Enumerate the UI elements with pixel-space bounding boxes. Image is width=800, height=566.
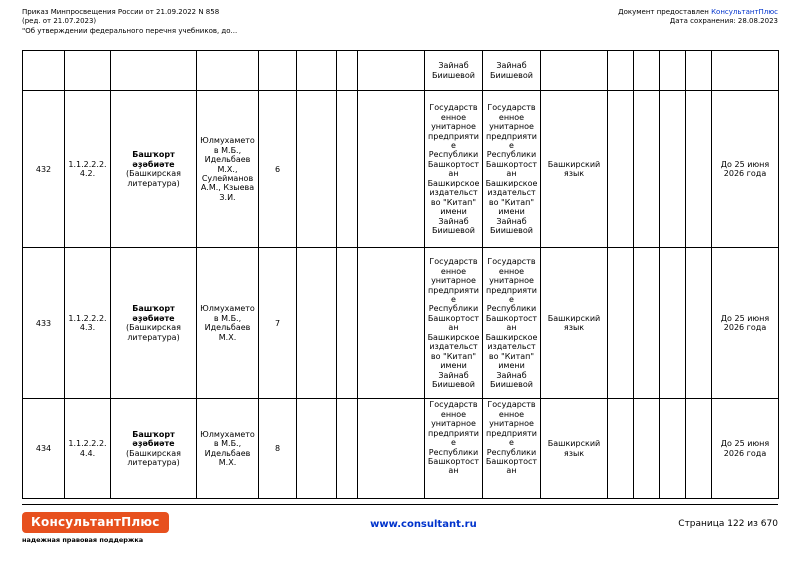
cell-empty: [634, 91, 660, 248]
cell-empty: [358, 399, 425, 499]
provided-by-label: Документ предоставлен: [618, 8, 712, 16]
cell-empty: [337, 248, 358, 399]
cell-empty: [197, 51, 259, 91]
cell-publisher-tail: Зайнаб Биишевой: [483, 51, 541, 91]
page-footer: [0, 505, 800, 544]
cell-empty: [608, 51, 634, 91]
cell-publisher: Государственное унитарное предприятие Республики Башкортостан Башкирское издательство "Китап" имени Зайнаб Биишевой: [425, 248, 483, 399]
cell-language: Башкирский язык: [541, 399, 608, 499]
cell-empty: [660, 51, 686, 91]
cell-empty: [686, 51, 712, 91]
cell-empty: [634, 399, 660, 499]
table-row: [23, 399, 779, 499]
cell-number: 433: [23, 248, 65, 399]
cell-authors: Юлмухаметов М.Б., Идельбаев М.Х.: [197, 248, 259, 399]
carryover-row: [23, 51, 779, 91]
cell-empty: [686, 91, 712, 248]
cell-empty: [358, 248, 425, 399]
cell-empty: [660, 91, 686, 248]
cell-grade: 7: [259, 248, 297, 399]
cell-publisher: Государственное унитарное предприятие Республики Башкортостан Башкирское издательство "Китап" имени Зайнаб Биишевой: [483, 248, 541, 399]
cell-empty: [65, 51, 111, 91]
cell-publisher: Государственное унитарное предприятие Республики Башкортостан Башкирское издательство "Китап" имени Зайнаб Биишевой: [425, 91, 483, 248]
table-row: [23, 91, 779, 248]
page-header: [0, 0, 800, 36]
cell-title: [111, 248, 197, 399]
cell-authors: Юлмухаметов М.Б., Идельбаев М.Х.: [197, 399, 259, 499]
cell-empty: [297, 51, 337, 91]
cell-grade: 8: [259, 399, 297, 499]
document-subject-line: "Об утверждении федерального перечня учебников, до...: [22, 26, 238, 35]
cell-validity: До 25 июня 2026 года: [712, 399, 779, 499]
cell-publisher-tail: Зайнаб Биишевой: [425, 51, 483, 91]
cell-empty: [660, 248, 686, 399]
cell-validity: До 25 июня 2026 года: [712, 91, 779, 248]
cell-empty: [608, 91, 634, 248]
cell-empty: [541, 51, 608, 91]
save-date-label: Дата сохранения: 28.08.2023: [669, 17, 778, 26]
cell-empty: [358, 91, 425, 248]
document-title-line: Приказ Минпросвещения России от 21.09.2022 N 858: [22, 8, 220, 16]
cell-empty: [297, 399, 337, 499]
cell-empty: [23, 51, 65, 91]
cell-grade: 6: [259, 91, 297, 248]
document-info: [22, 8, 237, 36]
cell-empty: [111, 51, 197, 91]
textbook-title-bashkir: Башҡорт әҙәбиәте: [132, 429, 175, 449]
cell-empty: [297, 248, 337, 399]
cell-empty: [608, 248, 634, 399]
cell-empty: [297, 91, 337, 248]
cell-title: [111, 399, 197, 499]
cell-publisher: Государственное унитарное предприятие Республики Башкортостан: [425, 399, 483, 499]
cell-empty: [358, 51, 425, 91]
cell-language: Башкирский язык: [541, 248, 608, 399]
provided-by-line: [618, 8, 778, 17]
textbook-title-bashkir: Башҡорт әҙәбиәте: [132, 150, 175, 169]
cell-empty: [337, 51, 358, 91]
cell-empty: [634, 51, 660, 91]
consultantplus-link[interactable]: КонсультантПлюс: [711, 8, 778, 16]
cell-empty: [686, 399, 712, 499]
cell-title: [111, 91, 197, 248]
document-revision-line: (ред. от 21.07.2023): [22, 17, 97, 26]
consultantplus-logo-box: КонсультантПлюс: [22, 512, 169, 533]
cell-empty: [712, 51, 779, 91]
cell-code: 1.1.2.2.2.4.4.: [65, 399, 111, 499]
textbook-title-russian: (Башкирская литература): [126, 169, 181, 188]
cell-empty: [259, 51, 297, 91]
cell-number: 434: [23, 399, 65, 499]
cell-language: Башкирский язык: [541, 91, 608, 248]
table-row: [23, 248, 779, 399]
cell-code: 1.1.2.2.2.4.3.: [65, 248, 111, 399]
cell-empty: [660, 399, 686, 499]
cell-publisher: Государственное унитарное предприятие Республики Башкортостан Башкирское издательство "Китап" имени Зайнаб Биишевой: [483, 91, 541, 248]
provider-info: [618, 8, 778, 36]
cell-empty: [337, 91, 358, 248]
logo-tagline: надежная правовая поддержка: [22, 536, 144, 545]
cell-number: 432: [23, 91, 65, 248]
cell-code: 1.1.2.2.2.4.2.: [65, 91, 111, 248]
cell-publisher: Государственное унитарное предприятие Республики Башкортостан: [483, 399, 541, 499]
cell-empty: [608, 399, 634, 499]
cell-empty: [634, 248, 660, 399]
consultant-site-link[interactable]: www.consultant.ru: [370, 519, 477, 531]
textbook-title-russian: (Башкирская литература): [126, 323, 181, 342]
consultantplus-logo: [22, 511, 169, 544]
cell-authors: Юлмухаметов М.Б., Идельбаев М.Х., Сулейманов А.М., Кзыева З.И.: [197, 91, 259, 248]
textbook-table: [22, 50, 779, 499]
cell-validity: До 25 июня 2026 года: [712, 248, 779, 399]
cell-empty: [337, 399, 358, 499]
textbook-title-bashkir: Башҡорт әҙәбиәте: [132, 304, 175, 323]
textbook-title-russian: (Башкирская литература): [126, 448, 181, 468]
page-number: Страница 122 из 670: [678, 519, 778, 530]
cell-empty: [686, 248, 712, 399]
